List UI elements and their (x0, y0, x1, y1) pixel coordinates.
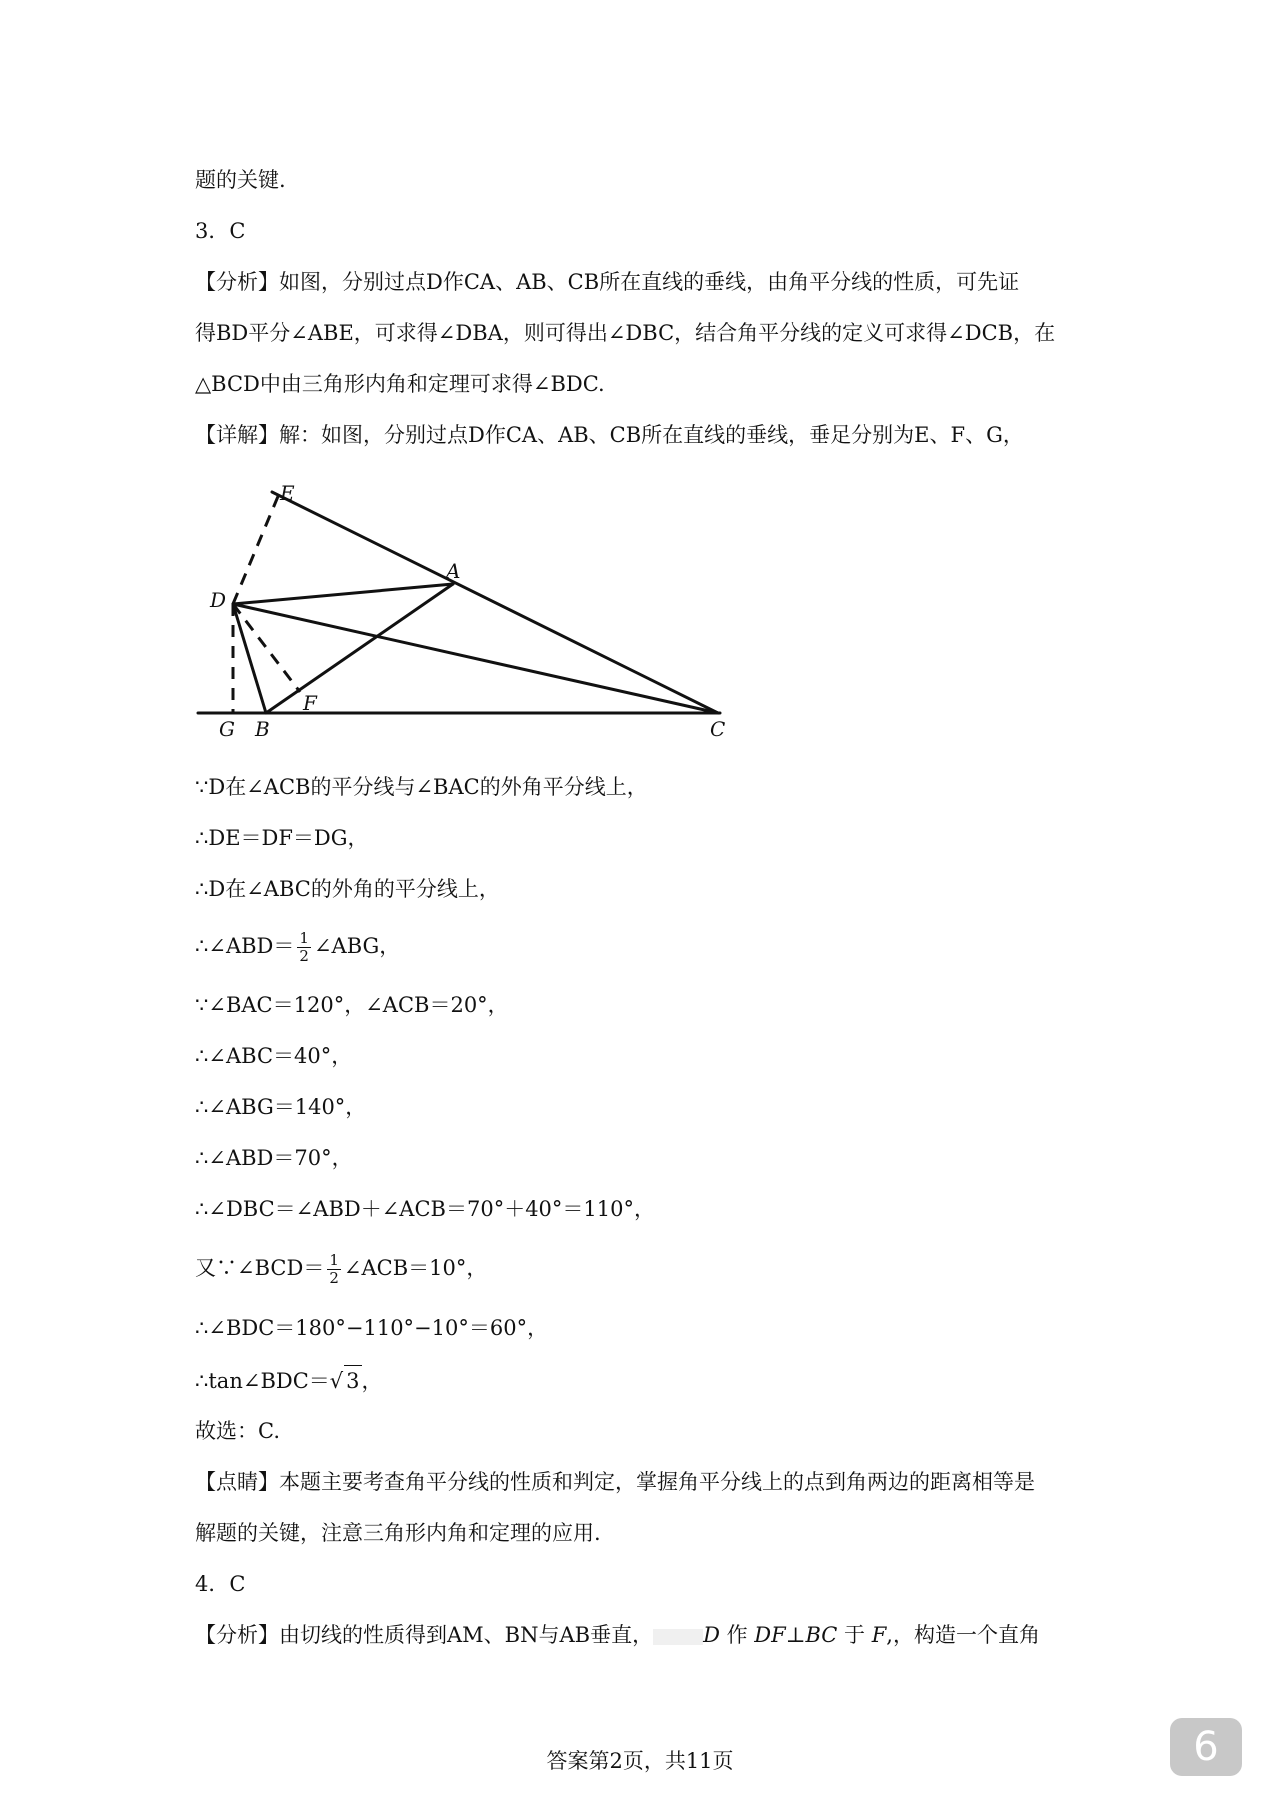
text-line: ∴D在∠ABC的外角的平分线上， (195, 877, 500, 901)
label-g: G (219, 717, 235, 741)
text-part: ， (361, 1369, 383, 1393)
fraction-numerator: 1 (299, 929, 309, 947)
text-line: 得BD平分∠ABE，可求得∠DBA，则可得出∠DBC，结合角平分线的定义可求得∠DCB，在 (195, 321, 1056, 345)
text-part: ∠ACB＝10°， (343, 1256, 488, 1280)
text-line (195, 1620, 1040, 1650)
text-line: ∴∠BDC＝180°−110°−10°＝60°， (195, 1316, 549, 1340)
text-part: ∴∠ABD＝ (195, 934, 295, 958)
question-number: 3．C (195, 219, 246, 243)
segment-da (233, 584, 453, 604)
fraction (327, 1252, 341, 1287)
text-line (195, 1365, 383, 1396)
label-b: B (255, 717, 270, 741)
label-e: E (280, 481, 295, 505)
text-line: 【分析】如图，分别过点D作CA、AB、CB所在直线的垂线，由角平分线的性质，可先证 (195, 270, 1020, 294)
sqrt-sign: √ (329, 1369, 344, 1393)
text-line: ∵D在∠ACB的平分线与∠BAC的外角平分线上， (195, 775, 648, 799)
text-part: ∴tan∠BDC＝ (195, 1369, 330, 1393)
math-var: D (703, 1623, 720, 1647)
text-line: 【详解】解：如图，分别过点D作CA、AB、CB所在直线的垂线，垂足分别为E、F、G， (195, 423, 1024, 447)
text-line: ∴∠DBC＝∠ABD＋∠ACB＝70°＋40°＝110°， (195, 1197, 655, 1221)
text-part: 又∵∠BCD＝ (195, 1256, 325, 1280)
math-var: F (871, 1623, 887, 1647)
text-line: 解题的关键，注意三角形内角和定理的应用. (195, 1521, 601, 1545)
text-part: 于 (844, 1623, 866, 1647)
fraction (297, 930, 311, 965)
text-line: ∵∠BAC＝120°，∠ACB＝20°， (195, 993, 509, 1017)
text-part: 作 (726, 1623, 748, 1647)
sqrt-radicand: 3 (344, 1365, 361, 1396)
text-part: ∠ABG， (313, 934, 401, 958)
text-line: ∴∠ABD＝70°， (195, 1146, 353, 1170)
label-d: D (210, 588, 227, 612)
geometry-figure (195, 470, 755, 750)
label-c: C (710, 717, 726, 741)
text-line: 【点睛】本题主要考查角平分线的性质和判定，掌握角平分线上的点到角两边的距离相等是 (195, 1470, 1035, 1494)
text-line: ∴DE＝DF＝DG， (195, 826, 369, 850)
fraction-numerator: 1 (329, 1251, 339, 1269)
label-a: A (446, 559, 461, 583)
dashed-de (233, 494, 279, 604)
math-expr: DF⊥BC (754, 1623, 838, 1647)
segment-ec (272, 492, 718, 713)
text-part: ,，构造一个直角 (886, 1623, 1040, 1647)
text-line: 题的关键. (195, 168, 286, 192)
text-line: 故选：C. (195, 1419, 280, 1443)
text-line (195, 1252, 487, 1287)
label-f: F (303, 691, 317, 715)
segment-db (233, 604, 266, 713)
fraction-denominator: 2 (299, 947, 309, 965)
smudge (653, 1629, 703, 1645)
text-line: △BCD中由三角形内角和定理可求得∠BDC. (195, 372, 605, 396)
fraction-denominator: 2 (329, 1269, 339, 1287)
question-number: 4．C (195, 1572, 246, 1596)
page-footer: 答案第2页，共11页 (546, 1749, 734, 1773)
text-line (195, 930, 400, 965)
page-badge: 6 (1170, 1718, 1242, 1776)
text-line: ∴∠ABG＝140°， (195, 1095, 367, 1119)
text-line: ∴∠ABC＝40°， (195, 1044, 353, 1068)
text-part: 【分析】由切线的性质得到AM、BN与AB垂直， (195, 1623, 654, 1647)
